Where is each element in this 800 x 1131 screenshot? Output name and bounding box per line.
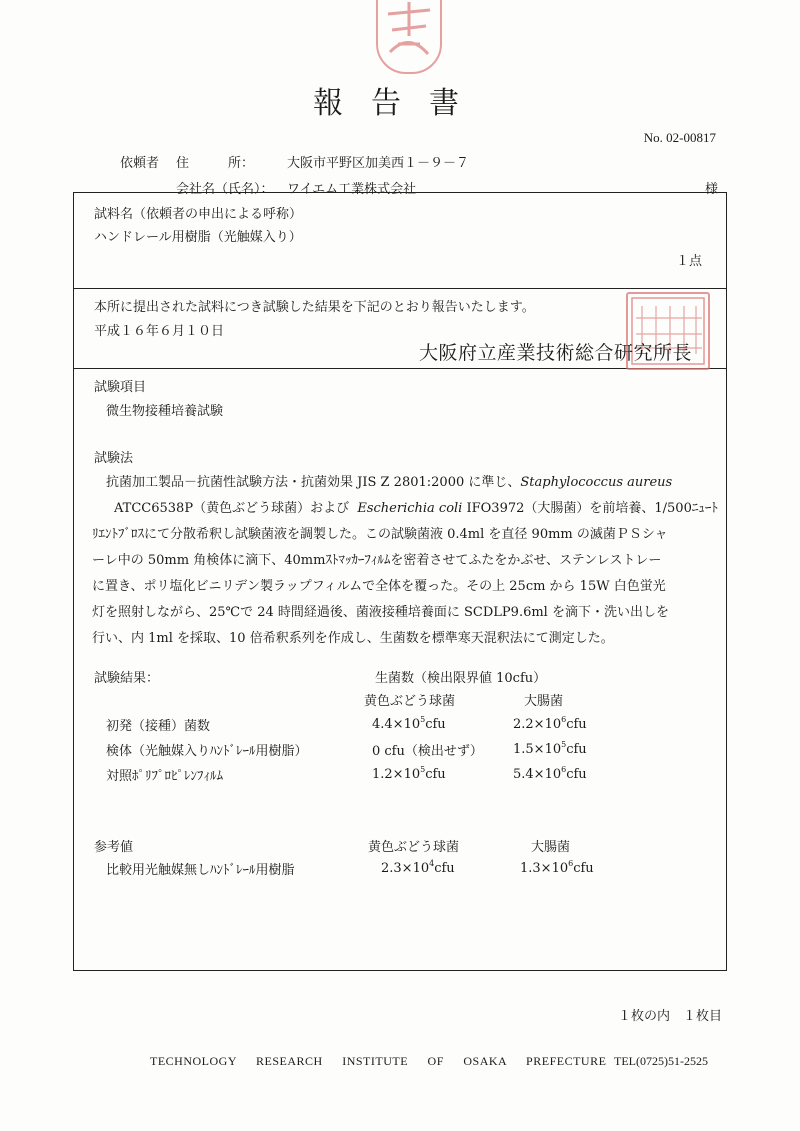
method-line-6: 灯を照射しながら、25℃で 24 時間経過後、菌液接種培養面に SCDLP9.6ml を滴下・洗い出しを (92, 605, 669, 620)
honorific: 様 (705, 182, 719, 197)
sample-count: １点 (676, 254, 703, 269)
reference-label: 参考値 (94, 840, 134, 855)
company-name: ワイエム工業株式会社 (287, 182, 417, 197)
results-col-staph: 黄色ぶどう球菌 (364, 694, 456, 709)
results-row-label: 初発（接種）菌数 (106, 719, 211, 734)
page-count: １枚の内 １枚目 (618, 1009, 723, 1024)
results-label: 試験結果： (94, 671, 160, 686)
reference-value: $1.3\times 10^6cfu$ (520, 859, 594, 876)
results-col-ecoli: 大腸菌 (524, 694, 564, 709)
method-line-2 (92, 496, 720, 522)
reference-col-ecoli: 大腸菌 (531, 840, 571, 855)
results-value: $2.2\times 10^6cfu$ (513, 715, 587, 732)
reference-col-staph: 黄色ぶどう球菌 (368, 840, 460, 855)
species-staphylococcus: Staphylococcus aureus (520, 475, 673, 490)
method-line-2c: IFO3972（大腸菌）を前培養、1/500ﾆｭｰﾄ (466, 501, 718, 516)
statement-text: 本所に提出された試料につき試験した結果を下記のとおり報告いたします。 (94, 300, 535, 315)
method-text (92, 470, 720, 652)
method-line-4: ーレ中の 50mm 角検体に滴下、40mmｽﾄﾏｯｶｰﾌｨﾙﾑを密着させてふたをかぶせ、ステンレストレー (92, 553, 662, 568)
document-number: No. 02-00817 (643, 130, 716, 145)
test-item-label: 試験項目 (94, 380, 147, 395)
address-label: 住 所： (176, 156, 255, 171)
results-value: 0 cfu（検出せず） (372, 744, 483, 759)
method-line-1 (92, 470, 720, 496)
reference-value: $2.3\times 10^4cfu$ (381, 859, 455, 876)
footer-institute: TECHNOLOGY RESEARCH INSTITUTE OF OSAKA PREFECTURE (150, 1054, 607, 1068)
method-line-7: 行い、内 1ml を採取、10 倍希釈系列を作成し、生菌数を標準寒天混釈法にて測定した。 (92, 631, 614, 646)
results-value: $5.4\times 10^6cfu$ (513, 765, 587, 782)
species-escherichia: Escherichia coli (357, 501, 463, 516)
company-name-label: 会社名（氏名）： (176, 182, 274, 197)
results-group-header: 生菌数（検出限界値 10cfu） (375, 671, 547, 686)
reference-row-label: 比較用光触媒無しﾊﾝﾄﾞﾚｰﾙ用樹脂 (106, 863, 295, 878)
method-line-2a: ATCC6538P（黄色ぶどう球菌）および (114, 501, 350, 516)
client-address: 大阪市平野区加美西１－９－７ (287, 156, 470, 171)
results-value: $1.5\times 10^5cfu$ (513, 740, 587, 757)
results-value: $1.2\times 10^5cfu$ (372, 765, 446, 782)
method-line-3: ﾘｴﾝﾄﾌﾞﾛｽにて分散希釈し試験菌液を調製した。この試験菌液 0.4ml を直径 90mm の滅菌ＰＳシャ (92, 527, 668, 542)
client-label: 依頼者 (120, 156, 160, 171)
organization-name: 大阪府立産業技術総合研究所長 (418, 342, 692, 364)
top-stamp (376, 0, 442, 74)
results-value: $4.4\times 10^5cfu$ (372, 715, 446, 732)
sample-label: 試料名（依頼者の申出による呼称） (94, 207, 303, 222)
footer-phone: TEL(0725)51-2525 (614, 1054, 708, 1068)
results-row-label: 対照ﾎﾟﾘﾌﾟﾛﾋﾟﾚﾝﾌｨﾙﾑ (106, 769, 224, 784)
test-item-value: 微生物接種培養試験 (106, 404, 224, 419)
stamp-graphic (378, 0, 440, 72)
sample-name: ハンドレール用樹脂（光触媒入り） (94, 230, 302, 245)
report-date: 平成１６年６月１０日 (94, 324, 225, 339)
method-label: 試験法 (94, 451, 134, 466)
document-title: 報告書 (313, 86, 487, 121)
method-line-1a: 抗菌加工製品－抗菌性試験方法・抗菌効果 JIS Z 2801:2000 に準じ、 (106, 475, 521, 490)
results-row-label: 検体（光触媒入りﾊﾝﾄﾞﾚｰﾙ用樹脂） (106, 744, 308, 759)
method-line-5: に置き、ポリ塩化ビニリデン製ラップフィルムで全体を覆った。その上 25cm から 15W 白色蛍光 (92, 579, 666, 594)
